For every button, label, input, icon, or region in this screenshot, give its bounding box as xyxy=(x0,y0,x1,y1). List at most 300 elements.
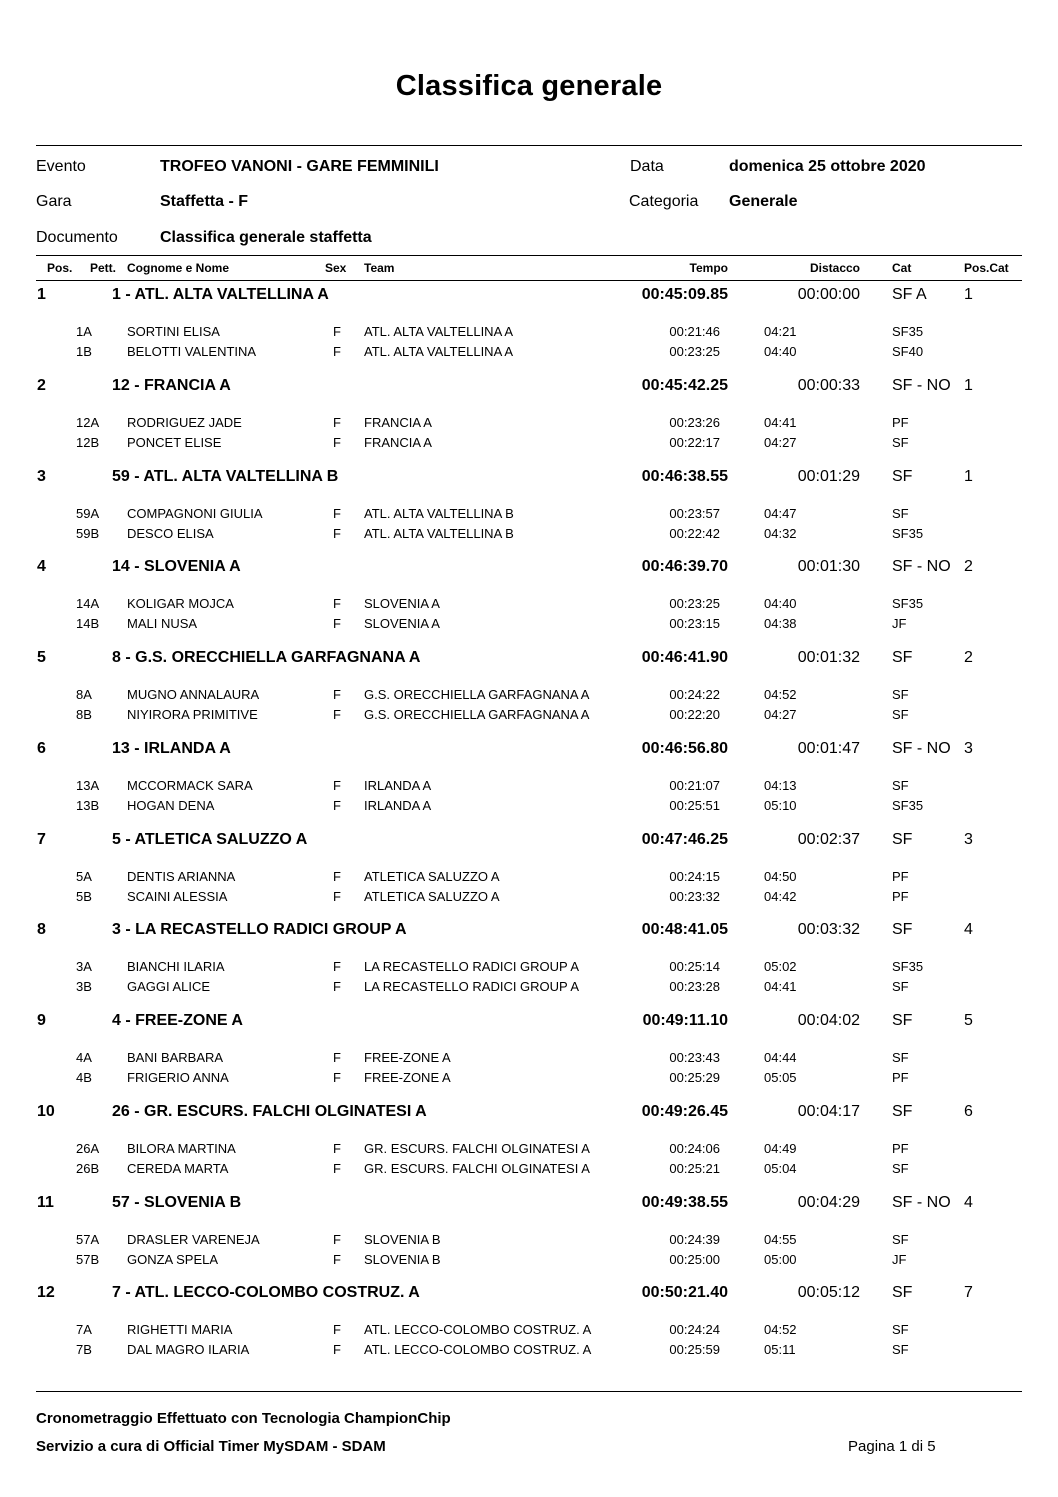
team-name: 26 - GR. ESCURS. FALCHI OLGINATESI A xyxy=(112,1103,427,1120)
athlete-name: BILORA MARTINA xyxy=(127,1141,236,1156)
athlete-bib: 59B xyxy=(76,526,100,541)
team-time: 00:46:39.70 xyxy=(641,558,728,575)
athlete-bib: 59A xyxy=(76,506,100,521)
team-category-position: 5 xyxy=(964,1012,973,1029)
athlete-gap: 04:44 xyxy=(764,1050,797,1065)
athlete-category: JF xyxy=(892,616,907,631)
athlete-bib: 1B xyxy=(76,344,92,359)
athlete-team: SLOVENIA A xyxy=(364,596,440,611)
team-position: 11 xyxy=(37,1194,54,1211)
team-gap: 00:01:30 xyxy=(797,558,860,575)
athlete-name: SCAINI ALESSIA xyxy=(127,889,228,904)
athlete-gap: 04:27 xyxy=(764,435,797,450)
data-value: domenica 25 ottobre 2020 xyxy=(729,158,926,175)
team-category: SF - NO xyxy=(892,377,951,394)
athlete-time: 00:25:29 xyxy=(669,1070,720,1085)
athlete-team: ATL. ALTA VALTELLINA A xyxy=(364,344,514,359)
athlete-team: IRLANDA A xyxy=(364,778,432,793)
team-position: 10 xyxy=(37,1103,55,1120)
athlete-time: 00:25:00 xyxy=(669,1252,720,1267)
athlete-gap: 04:41 xyxy=(764,979,797,994)
athlete-time: 00:24:06 xyxy=(669,1141,720,1156)
list-item xyxy=(0,1322,1058,1342)
list-item xyxy=(0,1252,1058,1272)
athlete-bib: 26A xyxy=(76,1141,100,1156)
team-category-position: 4 xyxy=(964,1194,973,1211)
divider-top xyxy=(36,145,1022,146)
athlete-category: SF35 xyxy=(892,959,924,974)
table-row xyxy=(0,468,1058,488)
athlete-bib: 1A xyxy=(76,324,92,339)
team-time: 00:48:41.05 xyxy=(641,921,728,938)
athlete-bib: 3A xyxy=(76,959,92,974)
athlete-team: ATLETICA SALUZZO A xyxy=(364,889,500,904)
team-gap: 00:04:29 xyxy=(797,1194,860,1211)
team-time: 00:46:56.80 xyxy=(641,740,728,757)
athlete-time: 00:23:57 xyxy=(669,506,720,521)
athlete-team: SLOVENIA B xyxy=(364,1232,441,1247)
list-item xyxy=(0,778,1058,798)
header-pos: Pos. xyxy=(47,261,73,275)
gara-label: Gara xyxy=(36,193,72,210)
table-row xyxy=(0,558,1058,578)
athlete-time: 00:24:22 xyxy=(669,687,720,702)
team-time: 00:49:26.45 xyxy=(641,1103,728,1120)
athlete-category: SF35 xyxy=(892,596,924,611)
footer-timing: Cronometraggio Effettuato con Tecnologia ChampionChip xyxy=(36,1410,451,1427)
athlete-time: 00:22:42 xyxy=(669,526,720,541)
athlete-team: ATL. ALTA VALTELLINA B xyxy=(364,526,514,541)
athlete-sex: F xyxy=(333,415,341,430)
athlete-time: 00:23:15 xyxy=(669,616,720,631)
team-category-position: 1 xyxy=(964,286,973,303)
team-gap: 00:04:17 xyxy=(797,1103,860,1120)
athlete-category: SF xyxy=(892,778,909,793)
evento-label: Evento xyxy=(36,158,86,175)
table-row xyxy=(0,1284,1058,1304)
team-category-position: 7 xyxy=(964,1284,973,1301)
list-item xyxy=(0,798,1058,818)
athlete-bib: 14A xyxy=(76,596,100,611)
evento-value: TROFEO VANONI - GARE FEMMINILI xyxy=(160,158,439,175)
athlete-name: FRIGERIO ANNA xyxy=(127,1070,229,1085)
list-item xyxy=(0,707,1058,727)
athlete-sex: F xyxy=(333,869,341,884)
athlete-category: SF xyxy=(892,687,909,702)
athlete-team: FRANCIA A xyxy=(364,435,432,450)
team-category: SF xyxy=(892,1012,913,1029)
team-gap: 00:05:12 xyxy=(797,1284,860,1301)
team-time: 00:49:11.10 xyxy=(642,1012,728,1029)
athlete-bib: 13A xyxy=(76,778,100,793)
list-item xyxy=(0,687,1058,707)
athlete-name: RIGHETTI MARIA xyxy=(127,1322,233,1337)
athlete-sex: F xyxy=(333,1322,341,1337)
athlete-sex: F xyxy=(333,889,341,904)
athlete-time: 00:23:43 xyxy=(669,1050,720,1065)
athlete-category: SF xyxy=(892,979,909,994)
team-category: SF xyxy=(892,1103,913,1120)
athlete-bib: 7A xyxy=(76,1322,92,1337)
athlete-name: PONCET ELISE xyxy=(127,435,222,450)
athlete-name: MUGNO ANNALAURA xyxy=(127,687,260,702)
athlete-sex: F xyxy=(333,1070,341,1085)
athlete-team: FRANCIA A xyxy=(364,415,432,430)
athlete-sex: F xyxy=(333,798,341,813)
athlete-gap: 04:32 xyxy=(764,526,797,541)
athlete-gap: 05:11 xyxy=(764,1342,796,1357)
athlete-category: SF xyxy=(892,1050,909,1065)
athlete-gap: 04:52 xyxy=(764,687,797,702)
athlete-gap: 04:21 xyxy=(764,324,797,339)
athlete-bib: 4B xyxy=(76,1070,92,1085)
athlete-name: KOLIGAR MOJCA xyxy=(127,596,234,611)
athlete-category: PF xyxy=(892,869,909,884)
list-item xyxy=(0,506,1058,526)
team-category-position: 6 xyxy=(964,1103,973,1120)
team-position: 3 xyxy=(37,468,46,485)
athlete-time: 00:23:26 xyxy=(669,415,720,430)
categoria-label: Categoria xyxy=(629,193,699,210)
team-gap: 00:01:47 xyxy=(797,740,860,757)
athlete-time: 00:21:46 xyxy=(669,324,720,339)
athlete-sex: F xyxy=(333,1161,341,1176)
team-time: 00:47:46.25 xyxy=(641,831,728,848)
team-category-position: 4 xyxy=(964,921,973,938)
athlete-team: SLOVENIA B xyxy=(364,1252,441,1267)
athlete-name: BIANCHI ILARIA xyxy=(127,959,225,974)
athlete-name: BELOTTI VALENTINA xyxy=(127,344,257,359)
team-category: SF A xyxy=(892,286,927,303)
athlete-name: RODRIGUEZ JADE xyxy=(127,415,242,430)
header-cat: Cat xyxy=(892,261,912,275)
table-row xyxy=(0,286,1058,306)
team-gap: 00:04:02 xyxy=(797,1012,860,1029)
team-position: 9 xyxy=(37,1012,46,1029)
table-row xyxy=(0,831,1058,851)
team-name: 57 - SLOVENIA B xyxy=(112,1194,242,1211)
athlete-gap: 05:00 xyxy=(764,1252,797,1267)
team-category-position: 1 xyxy=(964,377,973,394)
team-time: 00:45:09.85 xyxy=(641,286,728,303)
athlete-gap: 05:05 xyxy=(764,1070,797,1085)
footer-service: Servizio a cura di Official Timer MySDAM - SDAM xyxy=(36,1438,386,1455)
list-item xyxy=(0,1232,1058,1252)
athlete-gap: 04:47 xyxy=(764,506,797,521)
athlete-gap: 04:52 xyxy=(764,1322,797,1337)
header-poscat: Pos.Cat xyxy=(964,261,1009,275)
athlete-sex: F xyxy=(333,778,341,793)
athlete-gap: 05:02 xyxy=(764,959,797,974)
athlete-sex: F xyxy=(333,526,341,541)
athlete-name: HOGAN DENA xyxy=(127,798,215,813)
athlete-category: SF xyxy=(892,1322,909,1337)
athlete-sex: F xyxy=(333,1050,341,1065)
data-label: Data xyxy=(630,158,664,175)
athlete-sex: F xyxy=(333,344,341,359)
team-time: 00:49:38.55 xyxy=(641,1194,728,1211)
athlete-time: 00:23:28 xyxy=(669,979,720,994)
team-category: SF xyxy=(892,831,913,848)
team-name: 12 - FRANCIA A xyxy=(112,377,231,394)
athlete-name: CEREDA MARTA xyxy=(127,1161,229,1176)
athlete-category: SF35 xyxy=(892,324,924,339)
team-position: 12 xyxy=(37,1284,55,1301)
team-gap: 00:02:37 xyxy=(797,831,860,848)
athlete-name: DAL MAGRO ILARIA xyxy=(127,1342,250,1357)
team-gap: 00:00:00 xyxy=(797,286,860,303)
header-pett: Pett. xyxy=(90,261,117,275)
athlete-sex: F xyxy=(333,616,341,631)
team-gap: 00:00:33 xyxy=(797,377,860,394)
list-item xyxy=(0,1070,1058,1090)
team-name: 3 - LA RECASTELLO RADICI GROUP A xyxy=(112,921,407,938)
athlete-gap: 04:41 xyxy=(764,415,797,430)
team-position: 6 xyxy=(37,740,46,757)
athlete-bib: 12A xyxy=(76,415,100,430)
athlete-gap: 04:50 xyxy=(764,869,797,884)
athlete-team: IRLANDA A xyxy=(364,798,432,813)
table-row xyxy=(0,1103,1058,1123)
team-category-position: 3 xyxy=(964,831,973,848)
list-item xyxy=(0,1141,1058,1161)
team-category-position: 2 xyxy=(964,558,973,575)
athlete-name: MALI NUSA xyxy=(127,616,198,631)
athlete-sex: F xyxy=(333,687,341,702)
athlete-bib: 5A xyxy=(76,869,92,884)
athlete-name: SORTINI ELISA xyxy=(127,324,220,339)
athlete-bib: 57A xyxy=(76,1232,100,1247)
athlete-sex: F xyxy=(333,707,341,722)
athlete-bib: 12B xyxy=(76,435,100,450)
team-time: 00:45:42.25 xyxy=(641,377,728,394)
team-name: 4 - FREE-ZONE A xyxy=(112,1012,243,1029)
team-position: 7 xyxy=(37,831,46,848)
team-time: 00:50:21.40 xyxy=(641,1284,728,1301)
athlete-gap: 04:27 xyxy=(764,707,797,722)
athlete-time: 00:25:51 xyxy=(669,798,720,813)
athlete-bib: 8A xyxy=(76,687,92,702)
team-position: 1 xyxy=(37,286,46,303)
list-item xyxy=(0,869,1058,889)
athlete-category: SF xyxy=(892,506,909,521)
athlete-team: LA RECASTELLO RADICI GROUP A xyxy=(364,979,580,994)
header-sex: Sex xyxy=(325,261,347,275)
athlete-sex: F xyxy=(333,959,341,974)
athlete-time: 00:21:07 xyxy=(669,778,720,793)
list-item xyxy=(0,324,1058,344)
team-category-position: 2 xyxy=(964,649,973,666)
list-item xyxy=(0,1161,1058,1181)
athlete-sex: F xyxy=(333,435,341,450)
athlete-bib: 57B xyxy=(76,1252,100,1267)
list-item xyxy=(0,344,1058,364)
table-row xyxy=(0,649,1058,669)
athlete-time: 00:23:25 xyxy=(669,344,720,359)
athlete-gap: 04:40 xyxy=(764,344,797,359)
athlete-gap: 05:04 xyxy=(764,1161,797,1176)
team-name: 1 - ATL. ALTA VALTELLINA A xyxy=(112,286,329,303)
list-item xyxy=(0,596,1058,616)
athlete-bib: 14B xyxy=(76,616,100,631)
header-name: Cognome e Nome xyxy=(127,261,230,275)
athlete-sex: F xyxy=(333,1232,341,1247)
athlete-name: GONZA SPELA xyxy=(127,1252,219,1267)
team-name: 14 - SLOVENIA A xyxy=(112,558,241,575)
documento-label: Documento xyxy=(36,229,118,246)
athlete-category: PF xyxy=(892,1141,909,1156)
divider-header-bottom xyxy=(36,280,1022,281)
athlete-name: BANI BARBARA xyxy=(127,1050,224,1065)
team-category: SF xyxy=(892,649,913,666)
table-row xyxy=(0,1012,1058,1032)
athlete-gap: 05:10 xyxy=(764,798,797,813)
athlete-name: GAGGI ALICE xyxy=(127,979,211,994)
athlete-category: PF xyxy=(892,889,909,904)
list-item xyxy=(0,435,1058,455)
athlete-category: SF35 xyxy=(892,798,924,813)
team-gap: 00:03:32 xyxy=(797,921,860,938)
team-category: SF xyxy=(892,468,913,485)
athlete-category: JF xyxy=(892,1252,907,1267)
athlete-category: SF xyxy=(892,435,909,450)
athlete-time: 00:23:25 xyxy=(669,596,720,611)
athlete-sex: F xyxy=(333,1252,341,1267)
divider-bottom xyxy=(36,1391,1022,1392)
athlete-sex: F xyxy=(333,979,341,994)
athlete-name: DRASLER VARENEJA xyxy=(127,1232,260,1247)
team-position: 8 xyxy=(37,921,46,938)
documento-value: Classifica generale staffetta xyxy=(160,229,372,246)
team-name: 59 - ATL. ALTA VALTELLINA B xyxy=(112,468,339,485)
athlete-bib: 13B xyxy=(76,798,100,813)
table-row xyxy=(0,1194,1058,1214)
athlete-bib: 4A xyxy=(76,1050,92,1065)
team-name: 7 - ATL. LECCO-COLOMBO COSTRUZ. A xyxy=(112,1284,420,1301)
team-category: SF xyxy=(892,921,913,938)
athlete-sex: F xyxy=(333,506,341,521)
team-name: 8 - G.S. ORECCHIELLA GARFAGNANA A xyxy=(112,649,421,666)
athlete-time: 00:22:20 xyxy=(669,707,720,722)
athlete-sex: F xyxy=(333,324,341,339)
team-category-position: 1 xyxy=(964,468,973,485)
team-category: SF - NO xyxy=(892,1194,951,1211)
list-item xyxy=(0,526,1058,546)
table-row xyxy=(0,377,1058,397)
team-name: 13 - IRLANDA A xyxy=(112,740,231,757)
athlete-team: FREE-ZONE A xyxy=(364,1070,451,1085)
athlete-sex: F xyxy=(333,1141,341,1156)
athlete-name: MCCORMACK SARA xyxy=(127,778,253,793)
athlete-name: DENTIS ARIANNA xyxy=(127,869,236,884)
team-gap: 00:01:29 xyxy=(797,468,860,485)
list-item xyxy=(0,959,1058,979)
athlete-bib: 3B xyxy=(76,979,92,994)
athlete-name: NIYIRORA PRIMITIVE xyxy=(127,707,258,722)
athlete-gap: 04:49 xyxy=(764,1141,797,1156)
team-time: 00:46:38.55 xyxy=(641,468,728,485)
header-team: Team xyxy=(364,261,395,275)
athlete-gap: 04:40 xyxy=(764,596,797,611)
athlete-time: 00:25:59 xyxy=(669,1342,720,1357)
team-category: SF - NO xyxy=(892,558,951,575)
athlete-category: SF40 xyxy=(892,344,924,359)
athlete-time: 00:23:32 xyxy=(669,889,720,904)
header-distacco: Distacco xyxy=(809,261,860,275)
athlete-category: PF xyxy=(892,415,909,430)
athlete-time: 00:22:17 xyxy=(669,435,720,450)
list-item xyxy=(0,415,1058,435)
header-tempo: Tempo xyxy=(689,261,728,275)
team-name: 5 - ATLETICA SALUZZO A xyxy=(112,831,308,848)
athlete-category: SF xyxy=(892,707,909,722)
athlete-name: DESCO ELISA xyxy=(127,526,214,541)
team-time: 00:46:41.90 xyxy=(641,649,728,666)
athlete-name: COMPAGNONI GIULIA xyxy=(127,506,263,521)
athlete-team: GR. ESCURS. FALCHI OLGINATESI A xyxy=(364,1141,590,1156)
page-title: Classifica generale xyxy=(395,70,663,102)
list-item xyxy=(0,979,1058,999)
team-category: SF - NO xyxy=(892,740,951,757)
athlete-gap: 04:38 xyxy=(764,616,797,631)
team-category-position: 3 xyxy=(964,740,973,757)
athlete-team: G.S. ORECCHIELLA GARFAGNANA A xyxy=(364,687,590,702)
athlete-gap: 04:13 xyxy=(764,778,797,793)
list-item xyxy=(0,616,1058,636)
athlete-team: ATL. ALTA VALTELLINA B xyxy=(364,506,514,521)
athlete-category: SF xyxy=(892,1342,909,1357)
team-gap: 00:01:32 xyxy=(797,649,860,666)
athlete-time: 00:24:39 xyxy=(669,1232,720,1247)
divider-header-top xyxy=(36,255,1022,256)
table-row xyxy=(0,921,1058,941)
team-position: 2 xyxy=(37,377,46,394)
team-position: 4 xyxy=(37,558,46,575)
list-item xyxy=(0,1342,1058,1362)
gara-value: Staffetta - F xyxy=(160,193,248,210)
athlete-category: SF35 xyxy=(892,526,924,541)
athlete-team: LA RECASTELLO RADICI GROUP A xyxy=(364,959,580,974)
athlete-time: 00:25:14 xyxy=(669,959,720,974)
athlete-team: ATL. LECCO-COLOMBO COSTRUZ. A xyxy=(364,1342,592,1357)
athlete-time: 00:25:21 xyxy=(669,1161,720,1176)
athlete-bib: 8B xyxy=(76,707,92,722)
athlete-gap: 04:55 xyxy=(764,1232,797,1247)
categoria-value: Generale xyxy=(729,193,798,210)
athlete-team: ATL. ALTA VALTELLINA A xyxy=(364,324,514,339)
team-category: SF xyxy=(892,1284,913,1301)
athlete-gap: 04:42 xyxy=(764,889,797,904)
athlete-bib: 26B xyxy=(76,1161,100,1176)
athlete-team: GR. ESCURS. FALCHI OLGINATESI A xyxy=(364,1161,590,1176)
athlete-sex: F xyxy=(333,596,341,611)
athlete-bib: 7B xyxy=(76,1342,92,1357)
page-number: Pagina 1 di 5 xyxy=(848,1438,936,1455)
athlete-time: 00:24:15 xyxy=(669,869,720,884)
table-row xyxy=(0,740,1058,760)
team-position: 5 xyxy=(37,649,46,666)
athlete-category: PF xyxy=(892,1070,909,1085)
list-item xyxy=(0,889,1058,909)
list-item xyxy=(0,1050,1058,1070)
athlete-bib: 5B xyxy=(76,889,92,904)
athlete-team: G.S. ORECCHIELLA GARFAGNANA A xyxy=(364,707,590,722)
athlete-category: SF xyxy=(892,1232,909,1247)
athlete-sex: F xyxy=(333,1342,341,1357)
athlete-category: SF xyxy=(892,1161,909,1176)
athlete-team: ATLETICA SALUZZO A xyxy=(364,869,500,884)
athlete-team: ATL. LECCO-COLOMBO COSTRUZ. A xyxy=(364,1322,592,1337)
